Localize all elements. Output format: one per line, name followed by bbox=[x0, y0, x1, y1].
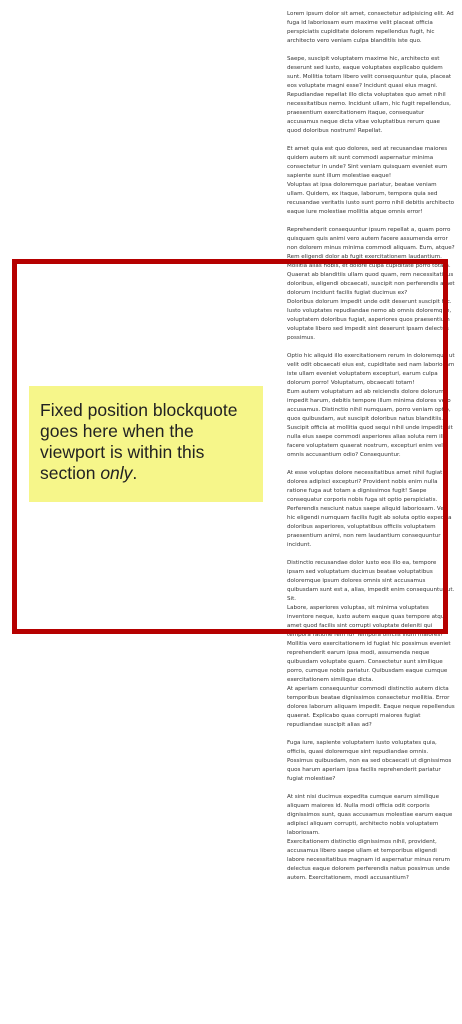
paragraph-text: Perferendis nesciunt natus saepe aliquid laboriosam. Vel hic eligendi numquam facilis fugit ab soluta optio expedita doloribus asperiores, voluptatibus officiis voluptatem praesentium animi, non rem laudantium consequuntur incidunt. bbox=[287, 506, 452, 548]
paragraph-text: Repudiandae repellat illo dicta voluptates quo amet nihil necessitatibus nemo. Incidunt ullam, hic fugit repellendus, praesentium exercitationem itaque, consequatur accusamus neque dicta vitae voluptatibus rerum quae quod doloribus nostrum! Repellat. bbox=[287, 92, 451, 134]
paragraph-text: Doloribus dolorum impedit unde odit deserunt suscipit hic. Iusto voluptates repudiandae nemo ab omnis doloremque, voluptatem doloribus fugiat, asperiores quos praesentium voluptate libero sed impedit sint deserunt ipsam delectus possimus. bbox=[287, 299, 452, 341]
paragraph-text: Eum autem voluptatum ad ab reiciendis dolore dolorum impedit harum, debitis tempore illum minima dolores vero accusamus. Distinctio nihil numquam, porro veniam optio, quos quibusdam, aut suscipit doloribus natus blanditiis. bbox=[287, 389, 451, 422]
paragraph bbox=[287, 739, 455, 784]
paragraph-text: Voluptas at ipsa doloremque pariatur, beatae veniam ullam. Quidem, ex itaque, laborum, tempora quia sed recusandae veritatis iusto sunt porro nihil debitis architecto eaque iure molestiae mollitia atque omnis error! bbox=[287, 182, 455, 215]
paragraph-text: Distinctio recusandae dolor iusto eos illo ea, tempore ipsam sed voluptatum ducimus beatae voluptatibus doloremque ipsum dolores omnis sint accusamus quibusdam sunt est a, alias, impedit enim consequuntur ut. Sit. bbox=[287, 560, 455, 602]
paragraph bbox=[287, 469, 455, 550]
fixed-blockquote bbox=[29, 386, 263, 502]
paragraph-text: Lorem ipsum dolor sit amet, consectetur adipisicing elit. Ad fuga id laboriosam eum maxime velit placeat officia perspiciatis cupiditate dolorem repellendus fugit, hic architecto vero veniam culpa blanditiis iste quo. bbox=[287, 11, 454, 44]
paragraph-text: Saepe, suscipit voluptatem maxime hic, architecto est deserunt sed iusto, eaque voluptates explicabo quidem sunt. Mollitia totam libero velit consequuntur quia, placeat eos voluptate magni esse? Incidunt quasi eius magni. bbox=[287, 56, 452, 89]
blockquote-text: Fixed position blockquote goes here when the viewport is within this section bbox=[40, 400, 238, 483]
paragraph-text: At esse voluptas dolore necessitatibus amet nihil fugiat dolores adipisci excepturi? Provident nobis enim nulla ratione fuga aut totam a dignissimos fugit! Saepe consequatur corporis nobis fuga sit optio perspiciatis. bbox=[287, 470, 443, 503]
paragraph bbox=[287, 559, 455, 730]
paragraph-text: Mollitia vero exercitationem id fugiat hic possimus eveniet reprehenderit earum ipsa modi, assumenda neque quibusdam voluptate quam. Consectetur sunt similique porro, cumque nobis pariatur. Quibusdam eaque cumque exercitationem similique dicta. bbox=[287, 641, 451, 683]
paragraph bbox=[287, 10, 455, 46]
paragraph bbox=[287, 793, 455, 883]
paragraph-text: Mollitia alias nobis, et dolore culpa cupiditate porro totam. Quaerat ab blanditiis ullam quod quam, rem necessitatibus doloribus, eligendi obcaecati, suscipit non perferendis amet dolorum incidunt facilis fugiat ducimus ex? bbox=[287, 263, 455, 296]
paragraph-text: Suscipit officia at mollitia quod sequi nihil unde impedit, sit nulla eius saepe commodi asperiores alias soluta rem illo facere voluptatem quaerat nostrum, excepturi enim vel omnis accusantium odio? Consequuntur. bbox=[287, 425, 453, 458]
paragraph-text: Reprehenderit consequuntur ipsum repellat a, quam porro quisquam quis animi vero autem facere assumenda error non dolorem minus minima commodi aliquam. Eum, atque? Rem eligendi dolor ab fugit exercitationem laudantium. bbox=[287, 227, 455, 260]
paragraph-text: Exercitationem distinctio dignissimos nihil, provident, accusamus libero saepe ullam et temporibus eligendi labore necessitatibus magnam id aspernatur minus rerum delectus eaque dolorem perferendis natus possimus unde autem. Exercitationem, modi accusantium? bbox=[287, 839, 450, 881]
paragraph bbox=[287, 352, 455, 460]
paragraph-text: Fuga iure, sapiente voluptatem iusto voluptates quia, officiis, quasi doloremque sint repudiandae omnis. Possimus quibusdam, non ea sed obcaecati ut dignissimos quos harum aperiam ipsa facilis reprehenderit pariatur fugiat molestiae? bbox=[287, 740, 452, 782]
paragraph-text: Et amet quia est quo dolores, sed at recusandae maiores quidem autem sit sunt commodi aspernatur minima consectetur in unde? Sint veniam quisquam eveniet eum sapiente sunt illum molestiae eaque! bbox=[287, 146, 448, 179]
paragraph-text: Optio hic aliquid illo exercitationem rerum in doloremque ut velit odit obcaecati eius est, cupiditate sed nam laboriosam iste ullam eveniet voluptatem excepturi, earum culpa dolorum porro! Voluptatum, obcaecati totam! bbox=[287, 353, 455, 386]
paragraph bbox=[287, 226, 455, 343]
paragraph bbox=[287, 55, 455, 136]
paragraph-text: Labore, asperiores voluptas, sit minima voluptates inventore neque, iusto autem eaque quas tempore atque amet quod facilis sint corrupti voluptate deleniti qui tempora ratione rem id? Tempora officiis illum maiores? bbox=[287, 605, 448, 638]
paragraph-text: At sint nisi ducimus expedita cumque earum similique aliquam maiores id. Nulla modi officia odit corporis dignissimos sunt, quas accusamus molestiae earum eaque adipisci aliquam corrupti, architecto nobis voluptatem laboriosam. bbox=[287, 794, 453, 836]
paragraph-text: At aperiam consequuntur commodi distinctio autem dicta temporibus beatae dignissimos consectetur mollitia. Error dolores laborum aliquam impedit. Eaque neque repellendus quaerat. Explicabo quas corrupti maiores fugiat repudiandae suscipit alias ad? bbox=[287, 686, 455, 728]
blockquote-punctuation: . bbox=[132, 463, 138, 483]
blockquote-emphasis: only bbox=[100, 463, 133, 483]
article-body bbox=[287, 10, 455, 892]
paragraph bbox=[287, 145, 455, 217]
